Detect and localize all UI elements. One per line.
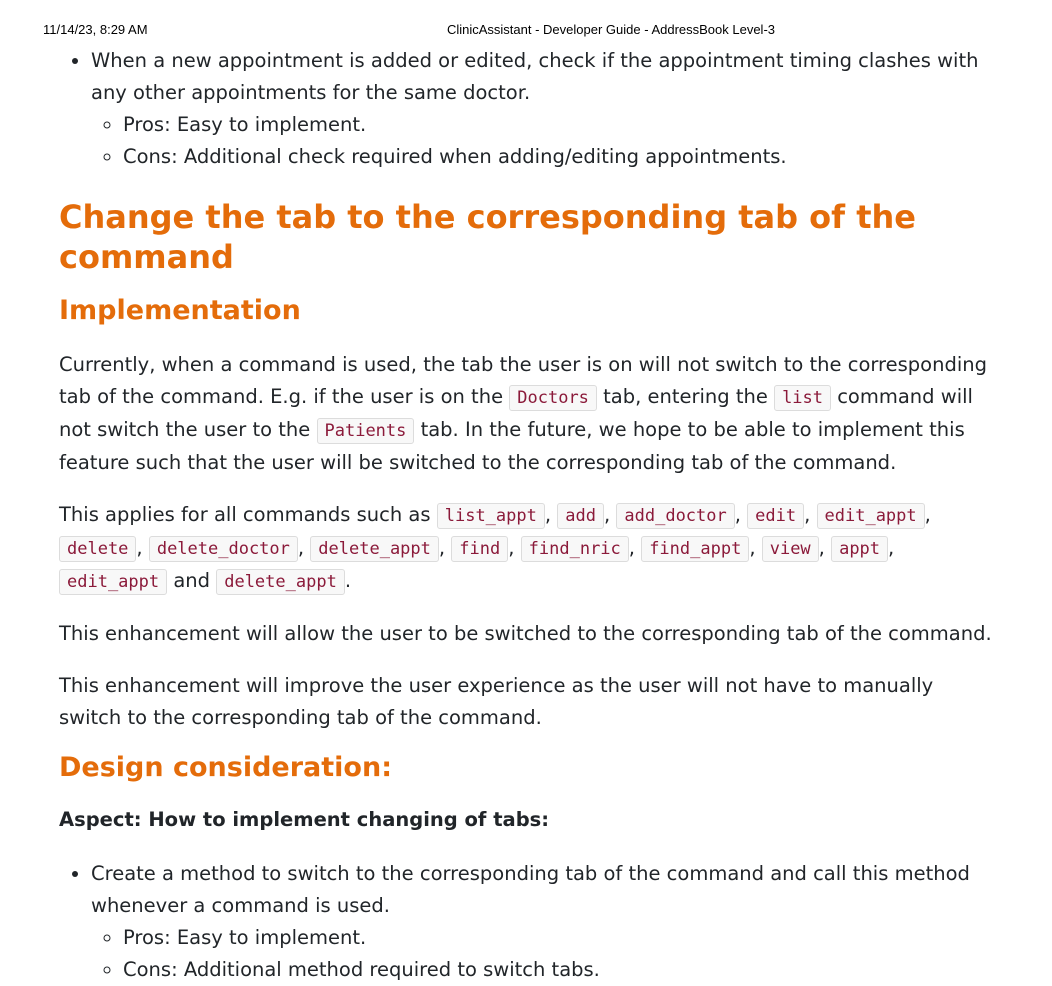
separator: ,	[734, 503, 741, 526]
inline-code: list_appt	[437, 503, 545, 529]
separator: ,	[749, 536, 756, 559]
inline-code: add	[557, 503, 604, 529]
enhancement-paragraph: This enhancement will allow the user to be switched to the corresponding tab of the command.	[59, 622, 992, 645]
separator: ,	[544, 503, 552, 526]
list-item	[91, 858, 994, 986]
sub-list	[91, 109, 994, 173]
cons-item: ◦ Cons: Additional check required when adding/editing appointments.	[123, 141, 994, 173]
inline-code: find_nric	[521, 536, 629, 562]
print-header	[0, 22, 1052, 38]
inline-code: Patients	[317, 418, 415, 444]
implementation-heading: Implementation	[59, 295, 301, 326]
inline-code: find_appt	[641, 536, 749, 562]
separator: ,	[508, 536, 515, 559]
ux-paragraph: This enhancement will improve the user experience as the user will not have to manually switch to the corresponding tab of the command.	[59, 674, 934, 729]
inline-code: delete_appt	[310, 536, 439, 562]
inline-code: list	[774, 385, 831, 411]
options-list	[59, 858, 994, 986]
separator: ,	[297, 536, 305, 559]
text-run: Currently, when a command is used, the tab the user is on will not switch to the corresponding tab of the command. E.g. if the user is on the	[59, 353, 987, 408]
separator: ,	[888, 536, 895, 559]
inline-code: edit	[747, 503, 804, 529]
separator: ,	[136, 536, 143, 559]
text-run: tab, entering the	[596, 385, 775, 408]
aspect-heading: Aspect: How to implement changing of tabs:	[59, 808, 550, 831]
inline-code: edit_appt	[59, 569, 167, 595]
top-bullet-list	[59, 45, 994, 173]
separator: ,	[818, 536, 825, 559]
section-title: Change the tab to the corresponding tab of the command	[59, 198, 916, 276]
text-run: This applies for all commands such as	[59, 503, 437, 526]
inline-code: delete	[59, 536, 136, 562]
option-text: Create a method to switch to the corresponding tab of the command and call this method whenever a command is used.	[91, 862, 970, 917]
inline-code: appt	[831, 536, 888, 562]
inline-code: find	[451, 536, 508, 562]
bullet-text: When a new appointment is added or edited, check if the appointment timing clashes with any other appointments for the same doctor.	[91, 49, 979, 104]
inline-code: edit_appt	[817, 503, 925, 529]
document-content	[59, 45, 994, 986]
inline-code: Doctors	[509, 385, 597, 411]
inline-code: add_doctor	[616, 503, 734, 529]
separator: ,	[628, 536, 635, 559]
print-date: 11/14/23, 8:29 AM	[43, 22, 148, 37]
separator: ,	[924, 503, 931, 526]
inline-code: delete_doctor	[149, 536, 298, 562]
inline-code: delete_appt	[216, 569, 345, 595]
list-item	[91, 45, 994, 173]
text-run: command will not switch the user to the	[59, 385, 973, 441]
pros-item: ◦ Pros: Easy to implement.	[123, 922, 994, 954]
cons-item: ◦ Cons: Additional method required to switch tabs.	[123, 954, 994, 986]
sub-list	[91, 922, 994, 986]
print-title: ClinicAssistant - Developer Guide - AddressBook Level-3	[446, 22, 776, 37]
text-run: and	[167, 569, 217, 592]
inline-code: view	[762, 536, 819, 562]
separator: ,	[603, 503, 611, 526]
separator: ,	[438, 536, 446, 559]
text-run: .	[344, 569, 352, 592]
commands-paragraph	[59, 499, 994, 598]
separator: ,	[804, 503, 811, 526]
text-run: tab. In the future, we hope to be able to implement this feature such that the user will be switched to the corresponding tab of the command.	[59, 418, 965, 474]
design-heading: Design consideration:	[59, 752, 393, 783]
implementation-paragraph	[59, 349, 994, 479]
pros-item: ◦ Pros: Easy to implement.	[123, 109, 994, 141]
